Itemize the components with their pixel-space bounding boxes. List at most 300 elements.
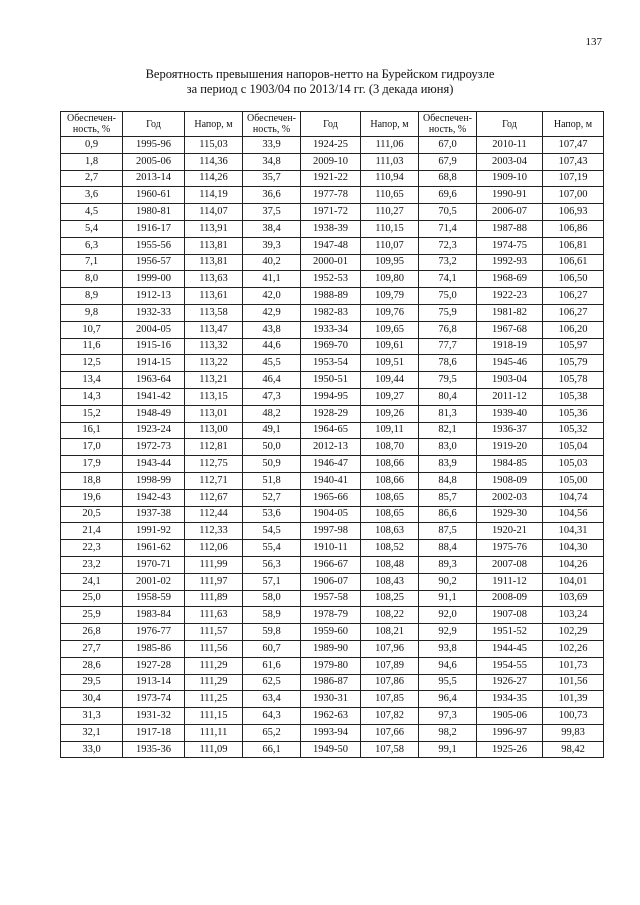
table-cell: 44,6 [243,338,301,355]
table-cell: 2012-13 [301,439,361,456]
table-cell: 9,8 [61,304,123,321]
table-cell: 1996-97 [477,724,543,741]
table-cell: 112,67 [185,489,243,506]
table-cell: 67,9 [419,153,477,170]
table-cell: 112,75 [185,456,243,473]
table-cell: 1993-94 [301,724,361,741]
table-cell: 15,2 [61,405,123,422]
table-cell: 1985-86 [123,640,185,657]
table-cell: 1963-64 [123,372,185,389]
table-cell: 73,2 [419,254,477,271]
table-cell: 1987-88 [477,220,543,237]
table-cell: 104,26 [543,556,604,573]
table-cell: 47,3 [243,388,301,405]
table-cell: 38,4 [243,220,301,237]
table-row [61,523,604,540]
table-cell: 28,6 [61,657,123,674]
table-cell: 2010-11 [477,137,543,154]
table-cell: 40,2 [243,254,301,271]
table-cell: 3,6 [61,187,123,204]
table-row [61,456,604,473]
table-cell: 1920-21 [477,523,543,540]
table-cell: 1998-99 [123,472,185,489]
table-cell: 78,6 [419,355,477,372]
table-cell: 2003-04 [477,153,543,170]
table-row [61,338,604,355]
table-row [61,657,604,674]
table-cell: 1929-30 [477,506,543,523]
table-cell: 106,93 [543,204,604,221]
table-cell: 1947-48 [301,237,361,254]
table-row [61,237,604,254]
table-cell: 105,36 [543,405,604,422]
table-cell: 1968-69 [477,271,543,288]
table-cell: 71,4 [419,220,477,237]
table-row [61,472,604,489]
table-cell: 2007-08 [477,556,543,573]
table-cell: 64,3 [243,708,301,725]
table-cell: 108,22 [361,607,419,624]
table-cell: 1943-44 [123,456,185,473]
table-cell: 104,74 [543,489,604,506]
table-cell: 111,89 [185,590,243,607]
table-cell: 107,00 [543,187,604,204]
table-cell: 1965-66 [301,489,361,506]
table-cell: 110,94 [361,170,419,187]
table-cell: 4,5 [61,204,123,221]
table-cell: 110,15 [361,220,419,237]
table-cell: 82,1 [419,422,477,439]
table-cell: 49,1 [243,422,301,439]
table-cell: 108,25 [361,590,419,607]
table-cell: 32,1 [61,724,123,741]
table-cell: 106,20 [543,321,604,338]
table-cell: 69,6 [419,187,477,204]
table-cell: 1930-31 [301,691,361,708]
table-cell: 108,70 [361,439,419,456]
table-cell: 2008-09 [477,590,543,607]
table-cell: 1926-27 [477,674,543,691]
table-cell: 99,1 [419,741,477,758]
table-cell: 106,27 [543,288,604,305]
table-cell: 65,2 [243,724,301,741]
table-cell: 1995-96 [123,137,185,154]
table-cell: 111,57 [185,624,243,641]
table-cell: 48,2 [243,405,301,422]
table-cell: 113,63 [185,271,243,288]
table-cell: 66,1 [243,741,301,758]
table-cell: 90,2 [419,573,477,590]
table-cell: 113,58 [185,304,243,321]
table-cell: 31,3 [61,708,123,725]
table-cell: 1997-98 [301,523,361,540]
table-row [61,489,604,506]
table-cell: 34,8 [243,153,301,170]
table-cell: 103,69 [543,590,604,607]
table-row [61,170,604,187]
table-cell: 104,01 [543,573,604,590]
table-cell: 7,1 [61,254,123,271]
table-cell: 113,91 [185,220,243,237]
table-cell: 62,5 [243,674,301,691]
table-cell: 51,8 [243,472,301,489]
table-row [61,573,604,590]
table-cell: 1928-29 [301,405,361,422]
table-cell: 1950-51 [301,372,361,389]
column-header: Напор, м [543,112,604,137]
table-cell: 1966-67 [301,556,361,573]
table-cell: 95,5 [419,674,477,691]
table-cell: 113,81 [185,237,243,254]
table-cell: 19,6 [61,489,123,506]
table-row [61,540,604,557]
table-cell: 43,8 [243,321,301,338]
table-cell: 14,3 [61,388,123,405]
table-cell: 1946-47 [301,456,361,473]
column-header: Год [123,112,185,137]
table-cell: 108,65 [361,489,419,506]
table-cell: 1984-85 [477,456,543,473]
table-cell: 75,9 [419,304,477,321]
table-cell: 111,15 [185,708,243,725]
table-cell: 112,33 [185,523,243,540]
table-cell: 107,19 [543,170,604,187]
table-row [61,137,604,154]
table-cell: 17,9 [61,456,123,473]
table-cell: 2,7 [61,170,123,187]
table-cell: 1983-84 [123,607,185,624]
table-cell: 88,4 [419,540,477,557]
table-cell: 54,5 [243,523,301,540]
table-cell: 1958-59 [123,590,185,607]
table-cell: 1994-95 [301,388,361,405]
table-cell: 1939-40 [477,405,543,422]
table-cell: 30,4 [61,691,123,708]
table-cell: 63,4 [243,691,301,708]
table-cell: 75,0 [419,288,477,305]
table-cell: 1953-54 [301,355,361,372]
table-cell: 94,6 [419,657,477,674]
table-cell: 23,2 [61,556,123,573]
table-cell: 111,03 [361,153,419,170]
table-cell: 89,3 [419,556,477,573]
table-cell: 2009-10 [301,153,361,170]
table-cell: 50,0 [243,439,301,456]
title-line-2: за период с 1903/04 по 2013/14 гг. (3 декада июня) [186,82,454,96]
table-cell: 1961-62 [123,540,185,557]
table-cell: 98,2 [419,724,477,741]
table-cell: 52,7 [243,489,301,506]
table-cell: 109,44 [361,372,419,389]
table-cell: 58,9 [243,607,301,624]
table-cell: 60,7 [243,640,301,657]
table-row [61,640,604,657]
table-cell: 111,29 [185,657,243,674]
table-cell: 84,8 [419,472,477,489]
table-cell: 1940-41 [301,472,361,489]
table-row [61,691,604,708]
table-cell: 6,3 [61,237,123,254]
table-cell: 98,42 [543,741,604,758]
table-cell: 1951-52 [477,624,543,641]
table-cell: 8,9 [61,288,123,305]
table-cell: 1932-33 [123,304,185,321]
table-cell: 80,4 [419,388,477,405]
table-cell: 1,8 [61,153,123,170]
table-cell: 106,61 [543,254,604,271]
table-cell: 107,96 [361,640,419,657]
table-cell: 1971-72 [301,204,361,221]
table-cell: 1914-15 [123,355,185,372]
table-cell: 1992-93 [477,254,543,271]
table-cell: 111,11 [185,724,243,741]
table-cell: 113,15 [185,388,243,405]
table-cell: 1982-83 [301,304,361,321]
table-cell: 1954-55 [477,657,543,674]
page-number: 137 [585,36,602,48]
table-cell: 13,4 [61,372,123,389]
table-cell: 114,26 [185,170,243,187]
table-cell: 1936-37 [477,422,543,439]
table-cell: 1970-71 [123,556,185,573]
title-line-1: Вероятность превышения напоров-нетто на Бурейском гидроузле [145,67,495,81]
table-cell: 25,9 [61,607,123,624]
table-cell: 5,4 [61,220,123,237]
table-cell: 100,73 [543,708,604,725]
table-row [61,624,604,641]
table-cell: 18,8 [61,472,123,489]
table-cell: 35,7 [243,170,301,187]
table-cell: 1981-82 [477,304,543,321]
table-cell: 10,7 [61,321,123,338]
table-cell: 1967-68 [477,321,543,338]
table-cell: 1905-06 [477,708,543,725]
table-cell: 111,63 [185,607,243,624]
table-cell: 1986-87 [301,674,361,691]
table-cell: 59,8 [243,624,301,641]
table-cell: 105,97 [543,338,604,355]
table-cell: 1957-58 [301,590,361,607]
table-cell: 74,1 [419,271,477,288]
table-row [61,708,604,725]
table-cell: 1935-36 [123,741,185,758]
table-cell: 106,81 [543,237,604,254]
table-cell: 111,29 [185,674,243,691]
table-cell: 41,1 [243,271,301,288]
table-cell: 2004-05 [123,321,185,338]
table-cell: 105,78 [543,372,604,389]
table-cell: 1969-70 [301,338,361,355]
table-cell: 25,0 [61,590,123,607]
table-cell: 1925-26 [477,741,543,758]
table-cell: 1922-23 [477,288,543,305]
table-cell: 1959-60 [301,624,361,641]
table-cell: 101,39 [543,691,604,708]
table-cell: 1903-04 [477,372,543,389]
table-row [61,405,604,422]
table-cell: 107,89 [361,657,419,674]
table-cell: 1934-35 [477,691,543,708]
table-cell: 111,97 [185,573,243,590]
table-cell: 108,63 [361,523,419,540]
table-cell: 1973-74 [123,691,185,708]
table-cell: 1921-22 [301,170,361,187]
table-cell: 104,31 [543,523,604,540]
table-cell: 106,27 [543,304,604,321]
column-header: Обеспечен-ность, % [243,112,301,137]
table-cell: 2011-12 [477,388,543,405]
table-cell: 86,6 [419,506,477,523]
table-cell: 108,52 [361,540,419,557]
table-cell: 111,99 [185,556,243,573]
table-cell: 105,00 [543,472,604,489]
table-row [61,355,604,372]
table-cell: 1945-46 [477,355,543,372]
table-cell: 1955-56 [123,237,185,254]
table-cell: 105,32 [543,422,604,439]
table-cell: 1944-45 [477,640,543,657]
table-cell: 93,8 [419,640,477,657]
table-cell: 108,43 [361,573,419,590]
table-cell: 1916-17 [123,220,185,237]
table-cell: 104,30 [543,540,604,557]
table-cell: 114,36 [185,153,243,170]
table-row [61,439,604,456]
table-cell: 103,24 [543,607,604,624]
table-cell: 1979-80 [301,657,361,674]
table-cell: 68,8 [419,170,477,187]
table-cell: 109,79 [361,288,419,305]
table-cell: 1923-24 [123,422,185,439]
table-cell: 83,0 [419,439,477,456]
table-cell: 1937-38 [123,506,185,523]
table-cell: 39,3 [243,237,301,254]
table-cell: 1962-63 [301,708,361,725]
table-row [61,724,604,741]
table-cell: 20,5 [61,506,123,523]
table-cell: 2000-01 [301,254,361,271]
table-cell: 1933-34 [301,321,361,338]
table-cell: 45,5 [243,355,301,372]
table-cell: 112,71 [185,472,243,489]
table-cell: 2005-06 [123,153,185,170]
table-cell: 1952-53 [301,271,361,288]
table-cell: 108,48 [361,556,419,573]
table-cell: 111,09 [185,741,243,758]
table-row [61,304,604,321]
table-cell: 22,3 [61,540,123,557]
table-cell: 61,6 [243,657,301,674]
table-cell: 108,21 [361,624,419,641]
table-cell: 1977-78 [301,187,361,204]
table-cell: 11,6 [61,338,123,355]
table-cell: 70,5 [419,204,477,221]
table-cell: 1924-25 [301,137,361,154]
table-cell: 1990-91 [477,187,543,204]
table-cell: 72,3 [419,237,477,254]
table-cell: 113,22 [185,355,243,372]
column-header: Напор, м [185,112,243,137]
table-row [61,153,604,170]
table-cell: 1907-08 [477,607,543,624]
table-cell: 101,56 [543,674,604,691]
table-cell: 99,83 [543,724,604,741]
table-cell: 111,56 [185,640,243,657]
table-cell: 111,06 [361,137,419,154]
table-row [61,321,604,338]
table-cell: 1906-07 [301,573,361,590]
table-cell: 83,9 [419,456,477,473]
table-cell: 109,27 [361,388,419,405]
table-cell: 108,66 [361,456,419,473]
table-cell: 106,86 [543,220,604,237]
table-cell: 1949-50 [301,741,361,758]
column-header: Обеспечен-ность, % [419,112,477,137]
table-header-row [61,112,604,137]
table-row [61,372,604,389]
table-cell: 1948-49 [123,405,185,422]
table-cell: 107,47 [543,137,604,154]
table-cell: 67,0 [419,137,477,154]
table-cell: 113,61 [185,288,243,305]
table-cell: 79,5 [419,372,477,389]
table-cell: 26,8 [61,624,123,641]
table-row [61,556,604,573]
table-cell: 113,47 [185,321,243,338]
table-cell: 109,95 [361,254,419,271]
table-cell: 111,25 [185,691,243,708]
table-cell: 107,43 [543,153,604,170]
table-cell: 1964-65 [301,422,361,439]
table-row [61,271,604,288]
table-cell: 1991-92 [123,523,185,540]
table-cell: 115,03 [185,137,243,154]
table-cell: 1975-76 [477,540,543,557]
table-cell: 81,3 [419,405,477,422]
table-cell: 110,65 [361,187,419,204]
column-header: Обеспечен-ность, % [61,112,123,137]
table-cell: 77,7 [419,338,477,355]
table-cell: 110,27 [361,204,419,221]
table-cell: 107,66 [361,724,419,741]
table-cell: 21,4 [61,523,123,540]
table-cell: 24,1 [61,573,123,590]
table-cell: 1988-89 [301,288,361,305]
table-cell: 109,61 [361,338,419,355]
table-cell: 2001-02 [123,573,185,590]
table-cell: 107,82 [361,708,419,725]
table-cell: 113,21 [185,372,243,389]
table-cell: 1972-73 [123,439,185,456]
table-cell: 2002-03 [477,489,543,506]
table-cell: 1910-11 [301,540,361,557]
table-cell: 33,0 [61,741,123,758]
table-cell: 112,81 [185,439,243,456]
table-row [61,288,604,305]
table-cell: 105,04 [543,439,604,456]
table-cell: 108,65 [361,506,419,523]
table-cell: 1989-90 [301,640,361,657]
table-cell: 96,4 [419,691,477,708]
table-cell: 87,5 [419,523,477,540]
table-cell: 114,07 [185,204,243,221]
table-cell: 37,5 [243,204,301,221]
table-cell: 33,9 [243,137,301,154]
table-row [61,220,604,237]
table-cell: 97,3 [419,708,477,725]
table-cell: 104,56 [543,506,604,523]
table-cell: 85,7 [419,489,477,506]
